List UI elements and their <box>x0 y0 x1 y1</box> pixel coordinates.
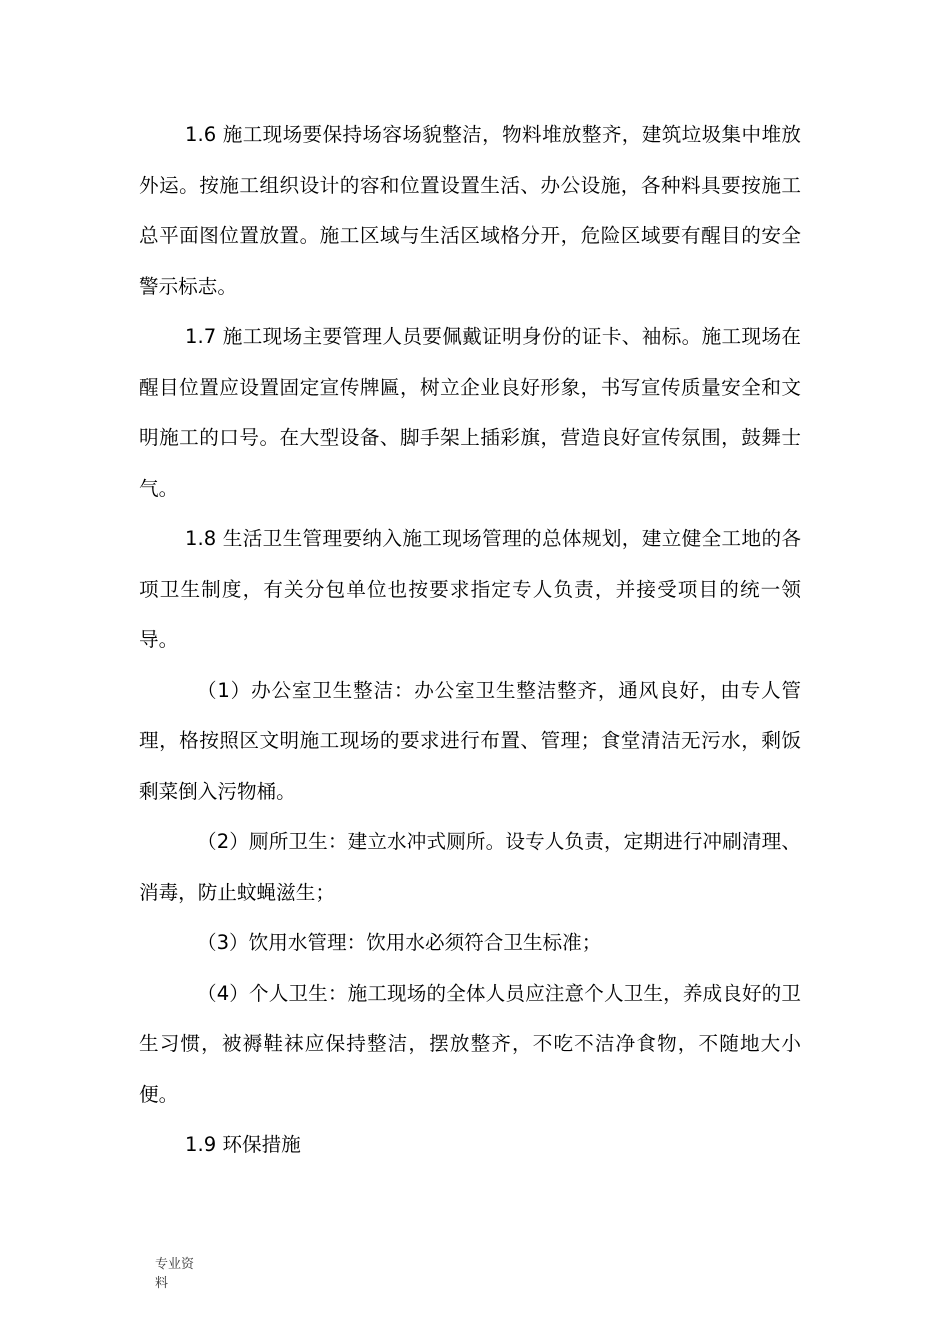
page-footer: 专业资料 <box>155 1257 195 1291</box>
document-body <box>139 110 801 1171</box>
paragraph-item-3: （3）饮用水管理：饮用水必须符合卫生标准； <box>197 931 602 954</box>
paragraph-item-4: （4）个人卫生：施工现场的全体人员应注意个人卫生，养成良好的卫生习惯，被褥鞋袜应保持整洁，摆放整齐，不吃不洁净食物，不随地大小便。 <box>139 981 801 1106</box>
paragraph-1-7: 1.7 施工现场主要管理人员要佩戴证明身份的证卡、袖标。施工现场在醒目位置应设置固定宣传牌匾，树立企业良好形象，书写宣传质量安全和文明施工的口号。在大型设备、脚手架上插彩旗，营造良好宣传氛围，鼓舞士气。 <box>139 325 801 500</box>
paragraph-item-1: （1）办公室卫生整洁：办公室卫生整洁整齐，通风良好，由专人管理，格按照区文明施工现场的要求进行布置、管理；食堂清洁无污水，剩饭剩菜倒入污物桶。 <box>139 678 801 803</box>
paragraph-1-9: 1.9 环保措施 <box>185 1133 301 1156</box>
paragraph-item-2: （2）厕所卫生：建立水冲式厕所。设专人负责，定期进行冲刷清理、消毒，防止蚊蝇滋生； <box>139 830 801 904</box>
paragraph-1-8: 1.8 生活卫生管理要纳入施工现场管理的总体规划，建立健全工地的各项卫生制度，有关分包单位也按要求指定专人负责，并接受项目的统一领导。 <box>139 527 801 651</box>
paragraph-1-6: 1.6 施工现场要保持场容场貌整洁，物料堆放整齐，建筑垃圾集中堆放外运。按施工组织设计的容和位置设置生活、办公设施，各种料具要按施工总平面图位置放置。施工区域与生活区域格分开，危险区域要有醒目的安全警示标志。 <box>139 123 801 298</box>
